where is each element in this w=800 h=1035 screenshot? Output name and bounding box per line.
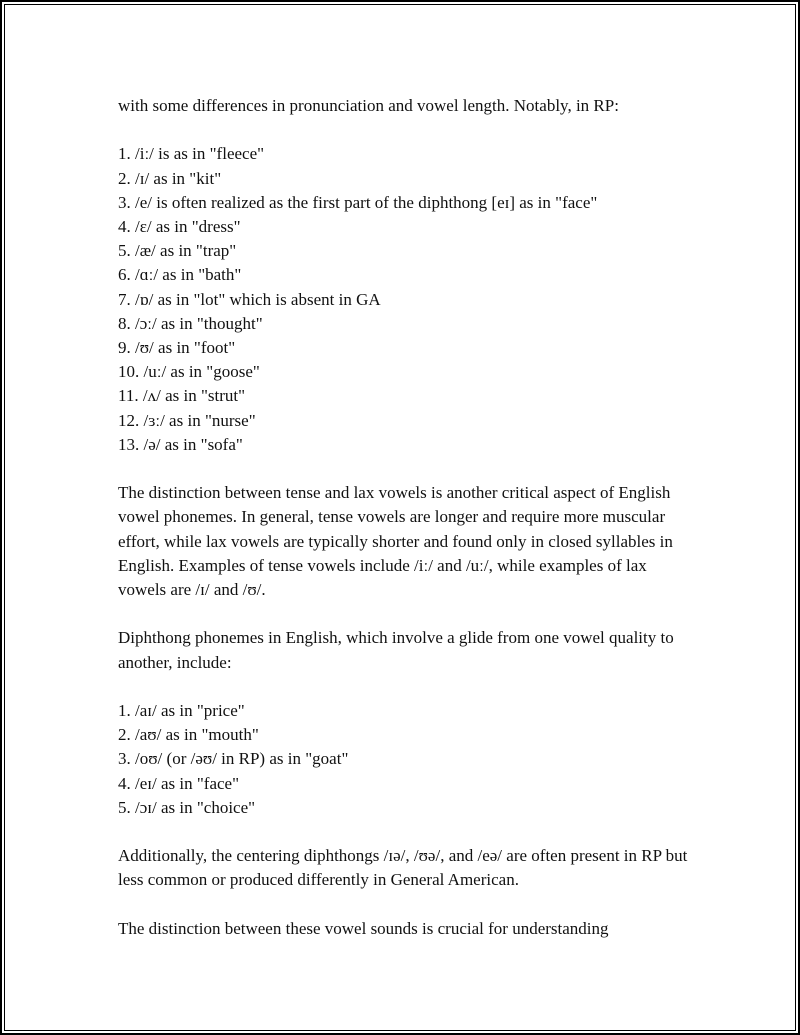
- list-item: 5. /ɔɪ/ as in "choice": [118, 797, 256, 817]
- list-item: 7. /ɒ/ as in "lot" which is absent in GA: [118, 289, 381, 309]
- list-item: 1. /aɪ/ as in "price": [118, 701, 245, 721]
- list-item: 4. /ɛ/ as in "dress": [118, 217, 241, 236]
- list-item: 6. /ɑː/ as in "bath": [118, 265, 242, 285]
- diphthong-list: [118, 699, 698, 820]
- intro-paragraph: with some differences in pronunciation and vowel length. Notably, in RP:: [118, 96, 619, 115]
- closing-paragraph: The distinction between these vowel sounds is crucial for understanding: [118, 918, 609, 938]
- list-item: 5. /æ/ as in "trap": [118, 241, 237, 261]
- rp-vowel-list: [118, 142, 698, 457]
- tense-lax-paragraph: The distinction between tense and lax vowels is another critical aspect of English vowel phonemes. In general, tense vowels are longer and require more muscular effort, while lax vowels are typically shorter and found only in closed syllables in English. Examples of tense vowels include /iː/ and /uː/, while examples of lax vowels are /ɪ/ and /ʊ/.: [118, 483, 673, 600]
- list-item: 3. /e/ is often realized as the first part of the diphthong [eɪ] as in "face": [118, 192, 598, 212]
- list-item: 10. /uː/ as in "goose": [118, 362, 260, 382]
- list-item: 11. /ʌ/ as in "strut": [118, 386, 246, 406]
- list-item: 4. /eɪ/ as in "face": [118, 773, 240, 793]
- list-item: 1. /iː/ is as in "fleece": [118, 144, 265, 164]
- list-item: 2. /ɪ/ as in "kit": [118, 168, 222, 188]
- list-item: 13. /ə/ as in "sofa": [118, 434, 243, 454]
- centering-diphthongs-paragraph: Additionally, the centering diphthongs /ɪə/, /ʊə/, and /eə/ are often present in RP but less common or produced differently in General American.: [118, 846, 688, 890]
- list-item: 8. /ɔː/ as in "thought": [118, 313, 263, 333]
- document-body: [118, 94, 698, 965]
- list-item: 9. /ʊ/ as in "foot": [118, 338, 236, 358]
- diphthong-intro-paragraph: Diphthong phonemes in English, which involve a glide from one vowel quality to another, include:: [118, 628, 674, 672]
- list-item: 2. /aʊ/ as in "mouth": [118, 725, 259, 745]
- list-item: 3. /oʊ/ (or /əʊ/ in RP) as in "goat": [118, 749, 349, 769]
- list-item: 12. /ɜː/ as in "nurse": [118, 410, 256, 430]
